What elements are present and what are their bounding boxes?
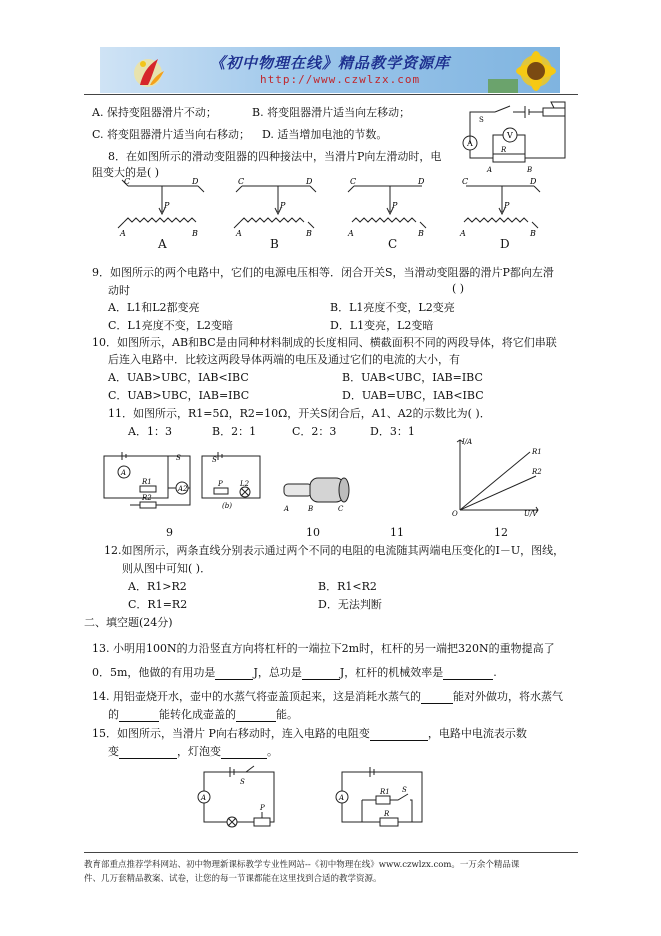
svg-text:A2: A2 [178, 485, 188, 493]
svg-text:P: P [392, 201, 398, 210]
svg-text:A: A [467, 139, 473, 148]
q8-text: 8．在如图所示的滑动变阻器的四种接法中，当滑片P向左滑动时，电 [108, 150, 442, 163]
svg-text:(b): (b) [222, 502, 232, 510]
svg-text:A: A [348, 229, 354, 238]
q13-text2d: . [493, 666, 497, 679]
q7-option-a: A. 保持变阻器滑片不动； [92, 106, 217, 119]
q8-text2: 阻变大的是( ) [92, 166, 160, 179]
svg-text:C: C [238, 178, 245, 186]
q14-text2a: 的 [108, 708, 119, 721]
sunflower-icon [488, 49, 558, 93]
svg-text:R2: R2 [532, 468, 542, 476]
q14-text-a: 14. 用铝壶烧开水，壶中的水蒸气将壶盖顶起来，这是消耗水蒸气的 [92, 690, 421, 703]
q12-option-a: A．R1>R2 [128, 580, 187, 593]
q7-option-d: D. 适当增加电池的节数。 [262, 128, 388, 141]
svg-text:C: C [350, 178, 357, 186]
svg-text:A: A [120, 229, 126, 238]
q14-text2c: 能。 [276, 708, 298, 721]
svg-text:C: C [338, 505, 344, 513]
figure-number-9: 9 [166, 526, 173, 539]
q15-text-b: ，电路中电流表示数 [427, 727, 527, 740]
q15-blank-current[interactable] [119, 745, 177, 759]
svg-text:S: S [212, 456, 217, 464]
footer-line1: 教育部重点推荐学科网站、初中物理新课标教学专业性网站--《初中物理在线》www.czwlzx.com。一万余个精品课 [84, 860, 520, 870]
svg-text:A: A [460, 229, 466, 238]
q7-option-c: C. 将变阻器滑片适当向右移动； [92, 128, 251, 141]
svg-text:A: A [487, 166, 493, 174]
figure-12-iu-graph [452, 436, 542, 518]
svg-text:B: B [306, 229, 312, 238]
q9-option-d: D．L1变亮，L2变暗 [330, 319, 434, 332]
svg-text:D: D [418, 178, 425, 186]
q15-circuit-left [192, 764, 282, 830]
q8-rheostat-figures [110, 178, 560, 250]
q14-blank-1[interactable] [421, 690, 453, 704]
section2-heading: 二、填空题(24分) [84, 616, 173, 629]
q15-text2c: 。 [267, 745, 278, 758]
svg-text:C: C [462, 178, 469, 186]
q13-text2c: J，杠杆的机械效率是 [339, 666, 444, 679]
q8-label-a: A [158, 237, 167, 251]
svg-text:D: D [192, 178, 199, 186]
figure-number-12: 12 [494, 526, 508, 539]
q8-label-b: B [270, 237, 279, 251]
footer-rule [84, 852, 578, 853]
svg-text:S: S [176, 454, 181, 462]
q14-blank-2[interactable] [119, 708, 159, 722]
q13-line2 [92, 664, 497, 680]
q9-option-a: A．L1和L2都变亮 [108, 301, 200, 314]
svg-text:B: B [418, 229, 424, 238]
q12-option-d: D．无法判断 [318, 598, 382, 611]
svg-text:A: A [339, 794, 345, 802]
svg-text:P: P [260, 804, 265, 812]
q11-option-a: A．1：3 [128, 425, 172, 438]
svg-text:B: B [192, 229, 198, 238]
q9-text2: 动时 [108, 284, 130, 297]
svg-text:A: A [201, 794, 207, 802]
q13-blank-useful-work[interactable] [215, 666, 253, 680]
svg-text:I/A: I/A [462, 438, 473, 446]
q11-text: 11．如图所示，R1=5Ω，R2=10Ω，开关S闭合后，A1、A2的示数比为( )． [108, 407, 491, 420]
figure-9-circuits [100, 450, 265, 515]
q13-blank-efficiency[interactable] [443, 666, 493, 680]
q9-option-b: B．L1亮度不变，L2变亮 [330, 301, 455, 314]
logo-icon [130, 51, 170, 91]
q15-text-a: 15．如图所示，当滑片 P向右移动时，连入电路的电阻变 [92, 727, 370, 740]
svg-text:R1: R1 [532, 448, 542, 456]
q14-line2 [108, 706, 298, 722]
svg-text:S: S [402, 786, 407, 794]
q8-label-d: D [500, 237, 510, 251]
svg-text:P: P [504, 201, 510, 210]
q15-text2b: ，灯泡变 [177, 745, 221, 758]
svg-text:O: O [452, 510, 458, 518]
svg-text:L2: L2 [240, 480, 250, 488]
svg-text:R2: R2 [142, 494, 152, 502]
q15-blank-bulb[interactable] [221, 745, 267, 759]
q15-line1 [92, 725, 527, 741]
svg-text:A: A [236, 229, 242, 238]
svg-text:R: R [501, 146, 507, 154]
q13-text2a: 0．5m，他做的有用功是 [92, 666, 216, 679]
q9-paren: ( ) [452, 282, 465, 295]
header-url[interactable]: http://www.czwlzx.com [260, 73, 421, 86]
figure-number-11: 11 [390, 526, 404, 539]
svg-text:R1: R1 [142, 478, 152, 486]
q10-option-c: C．UAB>UBC，IAB=IBC [108, 389, 250, 402]
svg-text:R1: R1 [380, 788, 390, 796]
q12-text: 12.如图所示，两条直线分别表示通过两个不同的电阻的电流随其两端电压变化的I－U，图线， [104, 544, 565, 557]
svg-text:P: P [164, 201, 170, 210]
svg-text:C: C [124, 178, 131, 186]
svg-text:B: B [530, 229, 536, 238]
q14-blank-3[interactable] [236, 708, 276, 722]
q12-text2: 则从图中可知( )． [122, 562, 212, 575]
svg-text:P: P [280, 201, 286, 210]
footer-line2: 件、几万套精品教案、试卷，让您的每一节课都能在这里找到合适的教学资源。 [84, 874, 382, 884]
q13-text: 13. 小明用100N的力沿竖直方向将杠杆的一端拉下2m时，杠杆的另一端把320N的重物提高了 [92, 642, 555, 655]
header-title: 《初中物理在线》精品教学资源库 [210, 54, 451, 72]
svg-text:A: A [284, 505, 290, 513]
q9-option-c: C．L1亮度不变，L2变暗 [108, 319, 234, 332]
q15-line2 [108, 743, 278, 759]
q15-text2a: 变 [108, 745, 119, 758]
q13-blank-total-work[interactable] [302, 666, 340, 680]
svg-text:D: D [530, 178, 537, 186]
q10-option-d: D．UAB=UBC，IAB<IBC [342, 389, 484, 402]
svg-text:S: S [479, 116, 484, 124]
q11-option-d: D．3：1 [370, 425, 415, 438]
q11-option-c: C．2：3 [292, 425, 337, 438]
q15-circuit-right [332, 764, 432, 830]
svg-text:R: R [384, 810, 390, 818]
q10-text: 10．如图所示，AB和BC是由同种材料制成的长度相同、横截面积不同的两段导体，将它们串联 [92, 336, 557, 349]
q10-option-a: A．UAB>UBC，IAB<IBC [108, 371, 249, 384]
q13-text2b: J，总功是 [253, 666, 302, 679]
figure-number-10: 10 [306, 526, 320, 539]
svg-text:B: B [527, 166, 533, 174]
svg-text:S: S [240, 778, 245, 786]
svg-text:P: P [218, 480, 223, 488]
q7-option-b: B. 将变阻器滑片适当向左移动； [252, 106, 411, 119]
q7-circuit-diagram [455, 98, 575, 180]
svg-text:A: A [121, 469, 127, 477]
header-banner [100, 47, 560, 93]
svg-text:D: D [306, 178, 313, 186]
figure-10-conductor [280, 472, 360, 514]
q8-label-c: C [388, 237, 398, 251]
q10-option-b: B．UAB<UBC，IAB=IBC [342, 371, 483, 384]
q14-line1 [92, 688, 563, 704]
q9-text: 9．如图所示的两个电路中，它们的电源电压相等．闭合开关S，当滑动变阻器的滑片P都向左滑 [92, 266, 554, 279]
q12-option-b: B．R1<R2 [318, 580, 377, 593]
q15-blank-resistance[interactable] [370, 727, 428, 741]
header-rule [84, 94, 578, 95]
svg-text:V: V [507, 131, 513, 140]
q14-text2b: 能转化成壶盖的 [159, 708, 236, 721]
q10-text2: 后连入电路中．比较这两段导体两端的电压及通过它们的电流的大小，有 [108, 353, 460, 366]
svg-text:B: B [308, 505, 314, 513]
svg-text:U/V: U/V [524, 510, 538, 518]
q11-option-b: B．2：1 [212, 425, 257, 438]
q14-text-b: 能对外做功，将水蒸气 [453, 690, 563, 703]
q12-option-c: C．R1=R2 [128, 598, 188, 611]
